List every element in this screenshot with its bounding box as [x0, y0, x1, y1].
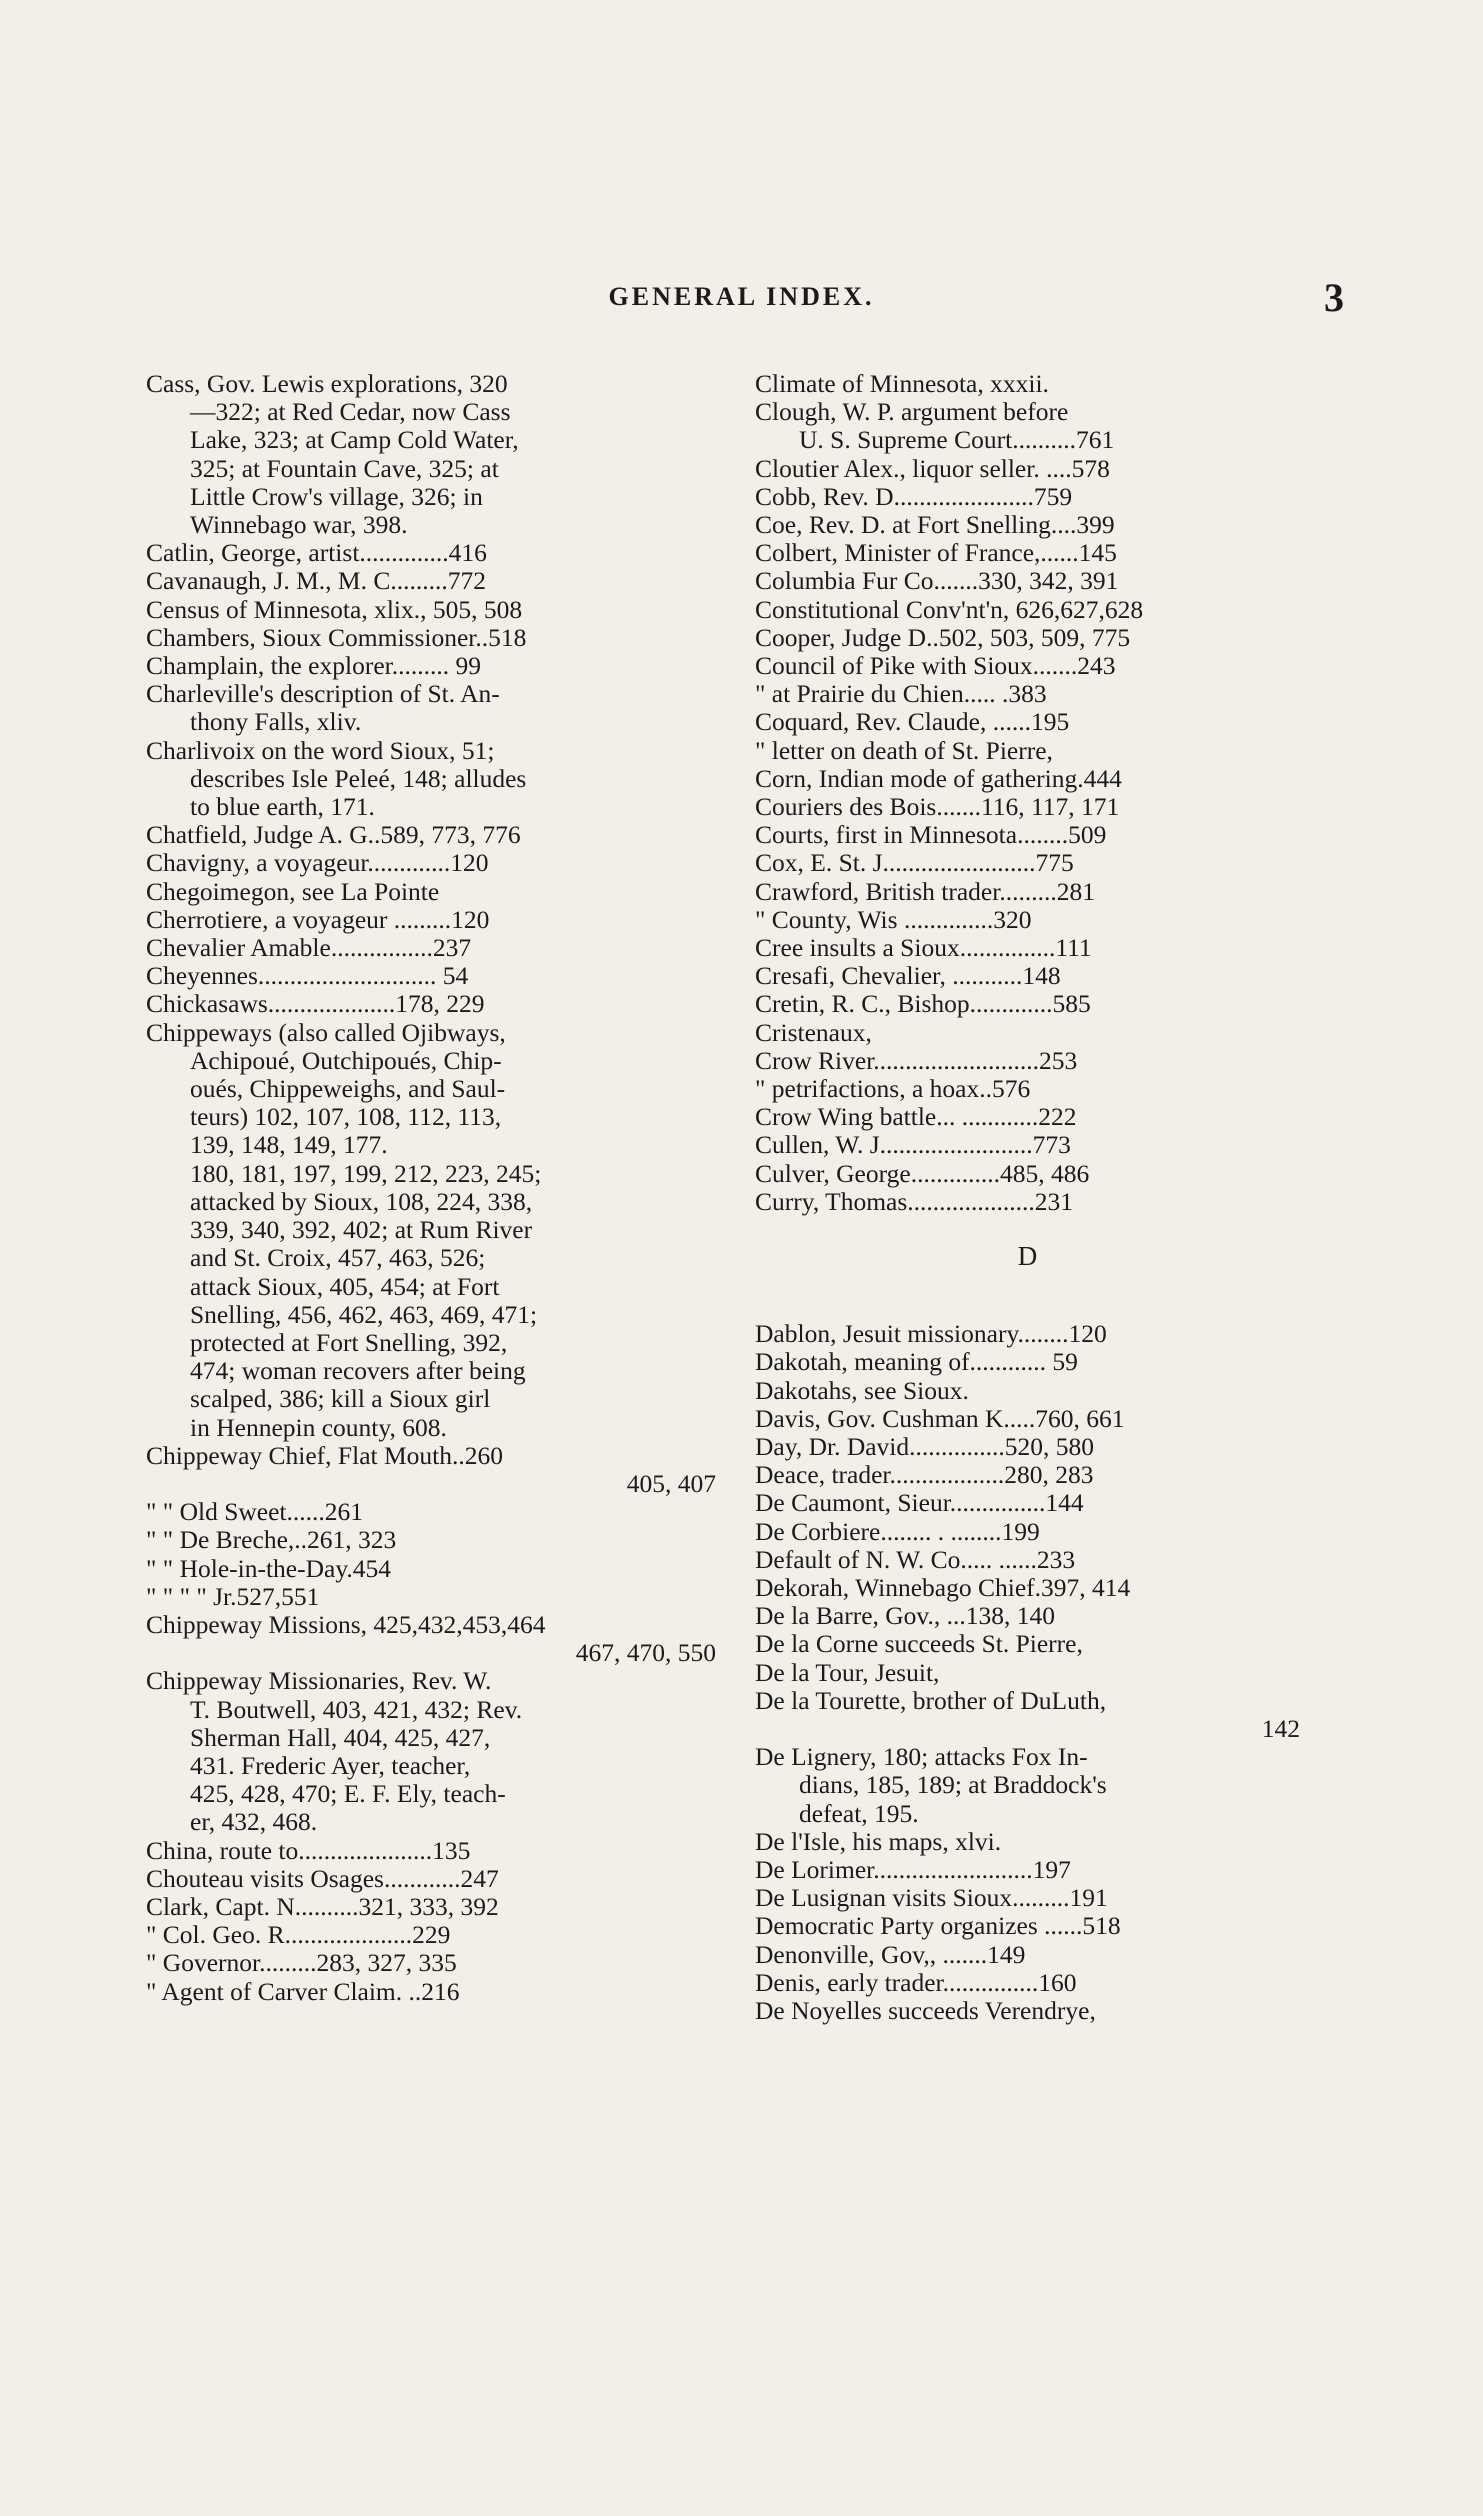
- index-entry: Cox, E. St. J........................775: [755, 848, 1074, 878]
- index-entry: Lake, 323; at Camp Cold Water,: [190, 425, 519, 455]
- index-entry: 139, 148, 149, 177.: [190, 1130, 388, 1160]
- index-entry: Columbia Fur Co.......330, 342, 391: [755, 566, 1119, 596]
- index-entry: Charlivoix on the word Sioux, 51;: [146, 735, 495, 765]
- index-entry: Deace, trader..................280, 283: [755, 1460, 1094, 1490]
- index-entry: Cloutier Alex., liquor seller. ....578: [755, 453, 1110, 483]
- index-entry: protected at Fort Snelling, 392,: [190, 1327, 508, 1357]
- index-entry: describes Isle Peleé, 148; alludes: [190, 763, 527, 793]
- index-entry: Cresafi, Chevalier, ...........148: [755, 961, 1061, 991]
- index-entry: Couriers des Bois.......116, 117, 171: [755, 792, 1120, 822]
- running-title: GENERAL INDEX.: [608, 282, 875, 311]
- section-letter-d: D: [1017, 1241, 1038, 1272]
- index-entry: Default of N. W. Co..... ......233: [755, 1544, 1076, 1574]
- index-entry: " Agent of Carver Claim. ..216: [146, 1976, 460, 2006]
- index-entry: De Corbiere........ . ........199: [755, 1516, 1040, 1546]
- index-entry: 474; woman recovers after being: [190, 1356, 526, 1386]
- index-entry: Cristenaux,: [755, 1017, 872, 1047]
- index-entry: Clough, W. P. argument before: [755, 397, 1069, 427]
- index-entry: Chegoimegon, see La Pointe: [146, 876, 440, 906]
- index-entry: Crow Wing battle... ............222: [755, 1102, 1077, 1132]
- index-entry: Constitutional Conv'nt'n, 626,627,628: [755, 594, 1144, 624]
- index-entry: Dakotahs, see Sioux.: [755, 1375, 969, 1405]
- index-entry: 431. Frederic Ayer, teacher,: [190, 1750, 471, 1780]
- index-entry: Chatfield, Judge A. G..589, 773, 776: [146, 820, 521, 850]
- index-entry: Crawford, British trader.........281: [755, 876, 1095, 906]
- index-entry: 425, 428, 470; E. F. Ely, teach-: [190, 1779, 506, 1809]
- index-entry: 180, 181, 197, 199, 212, 223, 245;: [190, 1158, 542, 1188]
- index-entry: Day, Dr. David...............520, 580: [755, 1431, 1095, 1461]
- index-entry: defeat, 195.: [799, 1798, 919, 1828]
- index-entry: Coe, Rev. D. at Fort Snelling....399: [755, 510, 1115, 540]
- index-column-left: [146, 370, 716, 2006]
- index-entry: 339, 340, 392, 402; at Rum River: [190, 1215, 533, 1245]
- index-entry: Coquard, Rev. Claude, ......195: [755, 707, 1070, 737]
- index-entry: attacked by Sioux, 108, 224, 338,: [190, 1186, 533, 1216]
- index-entry: Charleville's description of St. An-: [146, 679, 500, 709]
- index-entry: De la Tour, Jesuit,: [755, 1657, 940, 1687]
- index-entry: De l'Isle, his maps, xlvi.: [755, 1826, 1002, 1856]
- index-entry: Colbert, Minister of France,......145: [755, 538, 1117, 568]
- index-entry: De la Tourette, brother of DuLuth,: [755, 1685, 1107, 1715]
- index-entry: 325; at Fountain Cave, 325; at: [190, 453, 499, 483]
- index-entry: Dekorah, Winnebago Chief.397, 414: [755, 1572, 1131, 1602]
- index-entry: Chevalier Amable................237: [146, 933, 472, 963]
- index-entry: Chippeway Missionaries, Rev. W.: [146, 1666, 492, 1696]
- index-entry: Chippeway Chief, Flat Mouth..260: [146, 1440, 503, 1470]
- index-entry: " petrifactions, a hoax..576: [755, 1074, 1031, 1104]
- index-entry: Sherman Hall, 404, 425, 427,: [190, 1722, 491, 1752]
- index-entry: Dakotah, meaning of............ 59: [755, 1347, 1078, 1377]
- index-entry: De Caumont, Sieur...............144: [755, 1488, 1084, 1518]
- index-entry: 405, 407: [626, 1468, 716, 1498]
- index-entry: attack Sioux, 405, 454; at Fort: [190, 1271, 500, 1301]
- index-entry: teurs) 102, 107, 108, 112, 113,: [190, 1102, 502, 1132]
- index-entry: dians, 185, 189; at Braddock's: [799, 1770, 1107, 1800]
- index-entry: Clark, Capt. N..........321, 333, 392: [146, 1891, 499, 1921]
- index-entry: oués, Chippeweighs, and Saul-: [190, 1074, 506, 1104]
- index-entry: T. Boutwell, 403, 421, 432; Rev.: [190, 1694, 523, 1724]
- index-column-right: [755, 370, 1300, 2025]
- index-entry: De Lignery, 180; attacks Fox In-: [755, 1742, 1088, 1772]
- page-number: 3: [1324, 275, 1344, 320]
- index-entry: Winnebago war, 398.: [190, 510, 408, 540]
- index-entry: 467, 470, 550: [575, 1638, 716, 1668]
- index-entry: Chouteau visits Osages............247: [146, 1863, 499, 1893]
- index-entry: Chickasaws....................178, 229: [146, 989, 485, 1019]
- index-entry: Cree insults a Sioux...............111: [755, 933, 1092, 963]
- index-entry: to blue earth, 171.: [190, 792, 375, 822]
- index-entry: and St. Croix, 457, 463, 526;: [190, 1243, 486, 1273]
- index-entry: er, 432, 468.: [190, 1807, 318, 1837]
- index-entry: Chippeway Missions, 425,432,453,464: [146, 1609, 546, 1639]
- index-entry: China, route to.....................135: [146, 1835, 471, 1865]
- index-entry: Corn, Indian mode of gathering.444: [755, 763, 1122, 793]
- index-entry: " Governor.........283, 327, 335: [146, 1948, 457, 1978]
- index-entry: Chippeways (also called Ojibways,: [146, 1017, 506, 1047]
- index-entry: " letter on death of St. Pierre,: [755, 735, 1053, 765]
- index-entry: " County, Wis ..............320: [755, 904, 1032, 934]
- index-entry: Snelling, 456, 462, 463, 469, 471;: [190, 1299, 538, 1329]
- index-entry: Chambers, Sioux Commissioner..518: [146, 622, 527, 652]
- index-entry: Cretin, R. C., Bishop.............585: [755, 989, 1091, 1019]
- index-entry: Little Crow's village, 326; in: [190, 481, 483, 511]
- index-entry: Council of Pike with Sioux.......243: [755, 651, 1116, 681]
- index-entry: De Noyelles succeeds Verendrye,: [755, 1995, 1096, 2025]
- index-entry: " " Old Sweet......261: [146, 1497, 364, 1527]
- index-entry: " " De Breche,..261, 323: [146, 1525, 397, 1555]
- index-entry: Catlin, George, artist..............416: [146, 538, 487, 568]
- index-entry: Chavigny, a voyageur.............120: [146, 848, 489, 878]
- index-entry: Cullen, W. J........................773: [755, 1130, 1071, 1160]
- index-entry: Cavanaugh, J. M., M. C.........772: [146, 566, 486, 596]
- index-entry: " " " " Jr.527,551: [146, 1581, 320, 1611]
- index-entry: Courts, first in Minnesota........509: [755, 820, 1107, 850]
- index-entry: scalped, 386; kill a Sioux girl: [190, 1384, 491, 1414]
- index-entry: 142: [1261, 1713, 1300, 1743]
- index-entry: —322; at Red Cedar, now Cass: [190, 397, 511, 427]
- index-entry: De Lorimer.........................197: [755, 1854, 1071, 1884]
- index-entry: " Col. Geo. R....................229: [146, 1920, 451, 1950]
- index-entry: Cobb, Rev. D......................759: [755, 481, 1073, 511]
- index-entry: Curry, Thomas....................231: [755, 1186, 1074, 1216]
- index-entry: thony Falls, xliv.: [190, 707, 362, 737]
- index-entry: Democratic Party organizes ......518: [755, 1911, 1121, 1941]
- index-entry: Denis, early trader...............160: [755, 1967, 1077, 1997]
- index-entry: Cass, Gov. Lewis explorations, 320: [146, 369, 508, 398]
- index-entry: Denonville, Gov,, .......149: [755, 1939, 1026, 1969]
- index-entry: Cherrotiere, a voyageur .........120: [146, 904, 490, 934]
- index-entry: U. S. Supreme Court..........761: [799, 425, 1115, 455]
- page-header: [0, 275, 1483, 322]
- index-entry: Cheyennes............................ 54: [146, 961, 469, 991]
- index-entry: " " Hole-in-the-Day.454: [146, 1553, 392, 1583]
- index-entry: Dablon, Jesuit missionary........120: [755, 1319, 1107, 1349]
- index-entry: Climate of Minnesota, xxxii.: [755, 369, 1049, 398]
- index-entry: Champlain, the explorer......... 99: [146, 651, 481, 681]
- index-entry: De la Corne succeeds St. Pierre,: [755, 1629, 1083, 1659]
- index-entry: De Lusignan visits Sioux.........191: [755, 1883, 1108, 1913]
- index-entry: Cooper, Judge D..502, 503, 509, 775: [755, 622, 1131, 652]
- index-entry: Crow River..........................253: [755, 1045, 1078, 1075]
- index-entry: Census of Minnesota, xlix., 505, 508: [146, 594, 523, 624]
- index-entry: in Hennepin county, 608.: [190, 1412, 447, 1442]
- index-entry: Culver, George..............485, 486: [755, 1158, 1090, 1188]
- index-entry: De la Barre, Gov., ...138, 140: [755, 1601, 1056, 1631]
- index-entry: Davis, Gov. Cushman K.....760, 661: [755, 1403, 1125, 1433]
- index-entry: Achipoué, Outchipoués, Chip-: [190, 1045, 502, 1075]
- index-entry: " at Prairie du Chien..... .383: [755, 679, 1047, 709]
